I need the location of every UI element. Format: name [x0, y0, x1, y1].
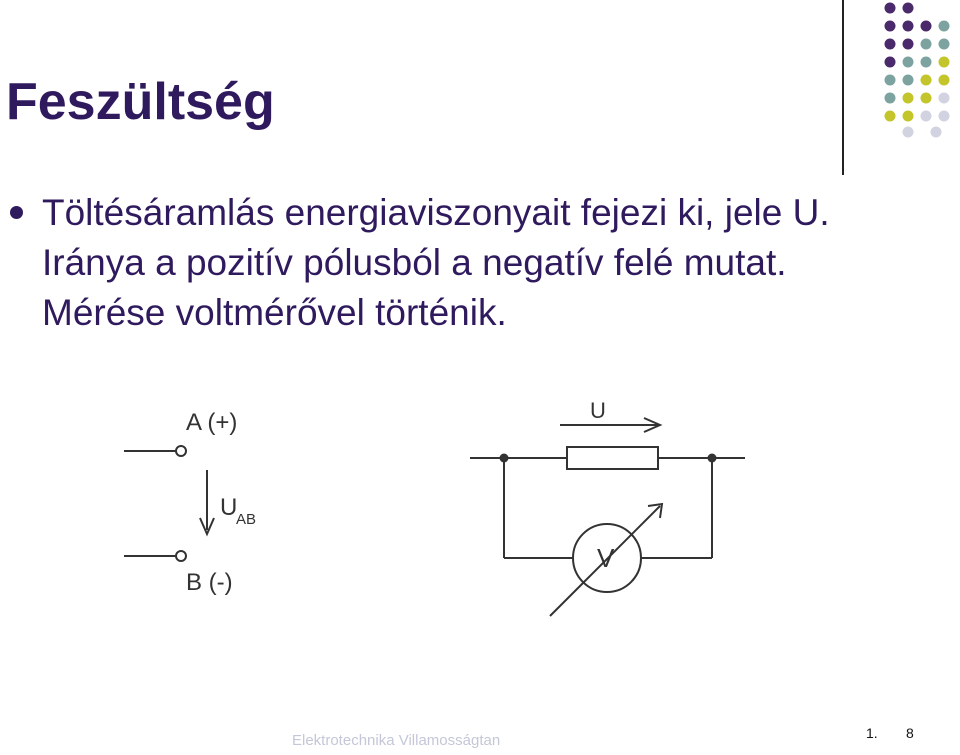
terminal-a-node: [176, 446, 186, 456]
meter-needle: [550, 506, 660, 616]
dot: [885, 75, 896, 86]
dot: [885, 39, 896, 50]
dot: [921, 75, 932, 86]
page-number: 8: [906, 725, 914, 741]
terminal-b-label: B (-): [186, 569, 233, 596]
dot: [903, 127, 914, 138]
voltage-subscript: AB: [236, 511, 257, 528]
dot: [921, 111, 932, 122]
dot: [885, 3, 896, 14]
divider-line: [842, 0, 844, 175]
voltmeter-label: V: [597, 543, 615, 573]
dot: [885, 93, 896, 104]
section-number: 1.: [866, 725, 878, 741]
dot: [903, 57, 914, 68]
dot: [885, 21, 896, 32]
dot: [939, 75, 950, 86]
circuit-diagrams: [0, 380, 960, 640]
dot: [921, 39, 932, 50]
footer-text: Elektrotechnika Villamosságtan: [292, 732, 501, 749]
dot: [939, 93, 950, 104]
terminal-b-node: [176, 551, 186, 561]
bullet-dot-icon: [10, 206, 23, 219]
dot: [939, 57, 950, 68]
voltage-direction-diagram: [124, 409, 256, 596]
dot: [921, 57, 932, 68]
voltmeter-circuit-diagram: [470, 398, 745, 616]
dot: [903, 93, 914, 104]
dot: [885, 57, 896, 68]
dot: [921, 21, 932, 32]
dot: [921, 93, 932, 104]
voltage-label: U: [590, 398, 606, 423]
voltage-u-symbol: U: [220, 494, 238, 521]
dot: [903, 21, 914, 32]
dot: [939, 39, 950, 50]
dot: [931, 127, 942, 138]
dot: [903, 3, 914, 14]
dot: [903, 39, 914, 50]
dot: [903, 111, 914, 122]
dot: [939, 21, 950, 32]
resistor: [567, 447, 658, 469]
slide-title: Feszültség: [6, 73, 275, 131]
bullet-text: Töltésáramlás energiaviszonyait fejezi ki, jele U. Iránya a pozitív pólusból a negatív felé mutat. Mérése voltmérővel történik.: [42, 192, 830, 333]
terminal-a-label: A (+): [186, 409, 238, 436]
dot: [903, 75, 914, 86]
dot: [885, 111, 896, 122]
dot: [939, 111, 950, 122]
